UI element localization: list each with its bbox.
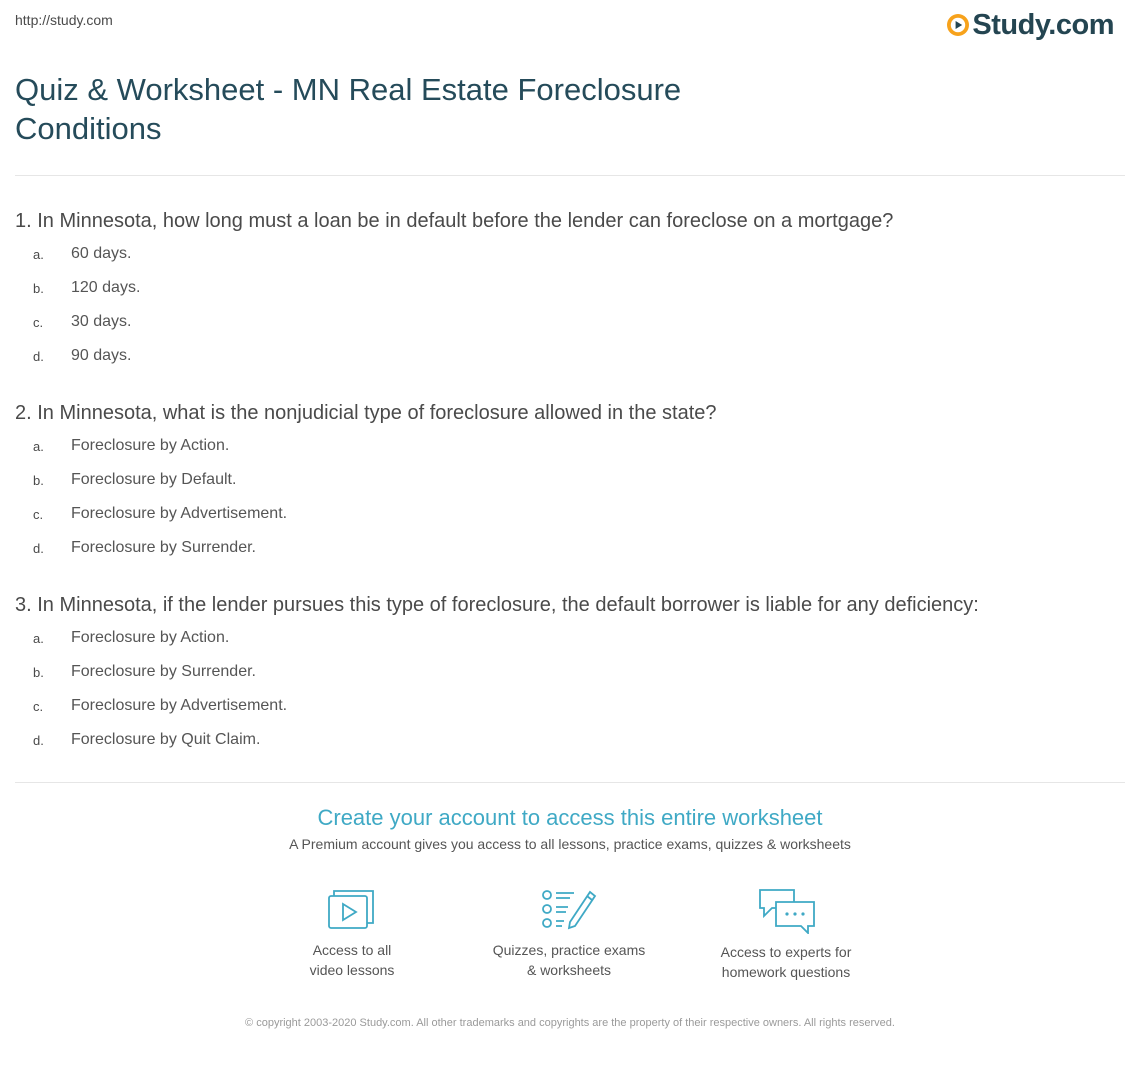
answer-letter: b. (33, 664, 44, 680)
question-text: 1. In Minnesota, how long must a loan be in default before the lender can foreclose on a mortgage? (15, 210, 894, 232)
answer-text: 60 days. (71, 245, 132, 262)
feature-label-line: Access to all (312, 942, 392, 958)
answer-letter: a. (33, 438, 44, 454)
answer-list (15, 237, 1125, 373)
signup-cta (0, 802, 1140, 854)
feature-list (0, 886, 1140, 986)
question-3 (15, 589, 1125, 781)
answer-text: Foreclosure by Advertisement. (71, 505, 288, 522)
answer-option (15, 429, 1125, 463)
answer-option (15, 621, 1125, 655)
page-title: Quiz & Worksheet - MN Real Estate Foreclosure Conditions (15, 72, 682, 146)
question-2 (15, 397, 1125, 589)
answer-option (15, 339, 1125, 373)
feature-label-line: Quizzes, practice exams (492, 942, 646, 958)
cta-subtitle: A Premium account gives you access to all lessons, practice exams, quizzes & worksheets (289, 836, 851, 852)
answer-option (15, 463, 1125, 497)
answer-text: 120 days. (71, 279, 141, 296)
answer-text: Foreclosure by Default. (71, 471, 237, 488)
page-url: http://study.com (15, 12, 113, 28)
answer-letter: d. (33, 540, 44, 556)
answer-text: Foreclosure by Action. (71, 629, 230, 646)
video-lessons-icon (326, 886, 378, 932)
answer-letter: b. (33, 472, 44, 488)
feature-label (252, 940, 452, 980)
feature-label (469, 940, 669, 980)
answer-text: Foreclosure by Surrender. (71, 539, 256, 556)
feature-label-line: Access to experts for (720, 944, 852, 960)
copyright-footer: © copyright 2003-2020 Study.com. All other trademarks and copyrights are the property of their respective owners. All rights reserved. (245, 1017, 895, 1029)
answer-letter: a. (33, 246, 44, 262)
answer-letter: c. (33, 314, 44, 330)
cta-title-link[interactable]: Create your account to access this entire worksheet (317, 805, 823, 830)
answer-text: 90 days. (71, 347, 132, 364)
question-text: 2. In Minnesota, what is the nonjudicial type of foreclosure allowed in the state? (15, 402, 717, 424)
answer-text: Foreclosure by Advertisement. (71, 697, 288, 714)
answer-option (15, 237, 1125, 271)
feature-label-line: video lessons (309, 962, 395, 978)
answer-option (15, 305, 1125, 339)
answer-letter: a. (33, 630, 44, 646)
answer-text: Foreclosure by Surrender. (71, 663, 256, 680)
feature-experts (686, 886, 886, 982)
study-logo[interactable] (946, 6, 1114, 44)
quiz-checklist-icon (540, 886, 598, 932)
answer-list (15, 621, 1125, 757)
divider (15, 782, 1125, 783)
answer-option (15, 271, 1125, 305)
chat-bubbles-icon (754, 886, 818, 934)
feature-label-line: homework questions (721, 964, 851, 980)
feature-video-lessons (252, 886, 452, 980)
question-1 (15, 205, 1125, 397)
answer-text: 30 days. (71, 313, 132, 330)
answer-option (15, 497, 1125, 531)
question-text: 3. In Minnesota, if the lender pursues this type of foreclosure, the default borrower is liable for any deficiency: (15, 594, 979, 616)
play-circle-icon (946, 13, 970, 37)
answer-letter: d. (33, 348, 44, 364)
feature-label (686, 942, 886, 982)
answer-list (15, 429, 1125, 565)
feature-label-line: & worksheets (526, 962, 612, 978)
answer-letter: d. (33, 732, 44, 748)
logo-text: Study.com (972, 8, 1114, 41)
answer-option (15, 531, 1125, 565)
answer-option (15, 723, 1125, 757)
answer-letter: c. (33, 506, 44, 522)
answer-letter: b. (33, 280, 44, 296)
answer-letter: c. (33, 698, 44, 714)
answer-text: Foreclosure by Quit Claim. (71, 731, 261, 748)
answer-option (15, 655, 1125, 689)
answer-text: Foreclosure by Action. (71, 437, 230, 454)
feature-quizzes (469, 886, 669, 980)
question-list (15, 205, 1125, 781)
divider (15, 175, 1125, 176)
answer-option (15, 689, 1125, 723)
